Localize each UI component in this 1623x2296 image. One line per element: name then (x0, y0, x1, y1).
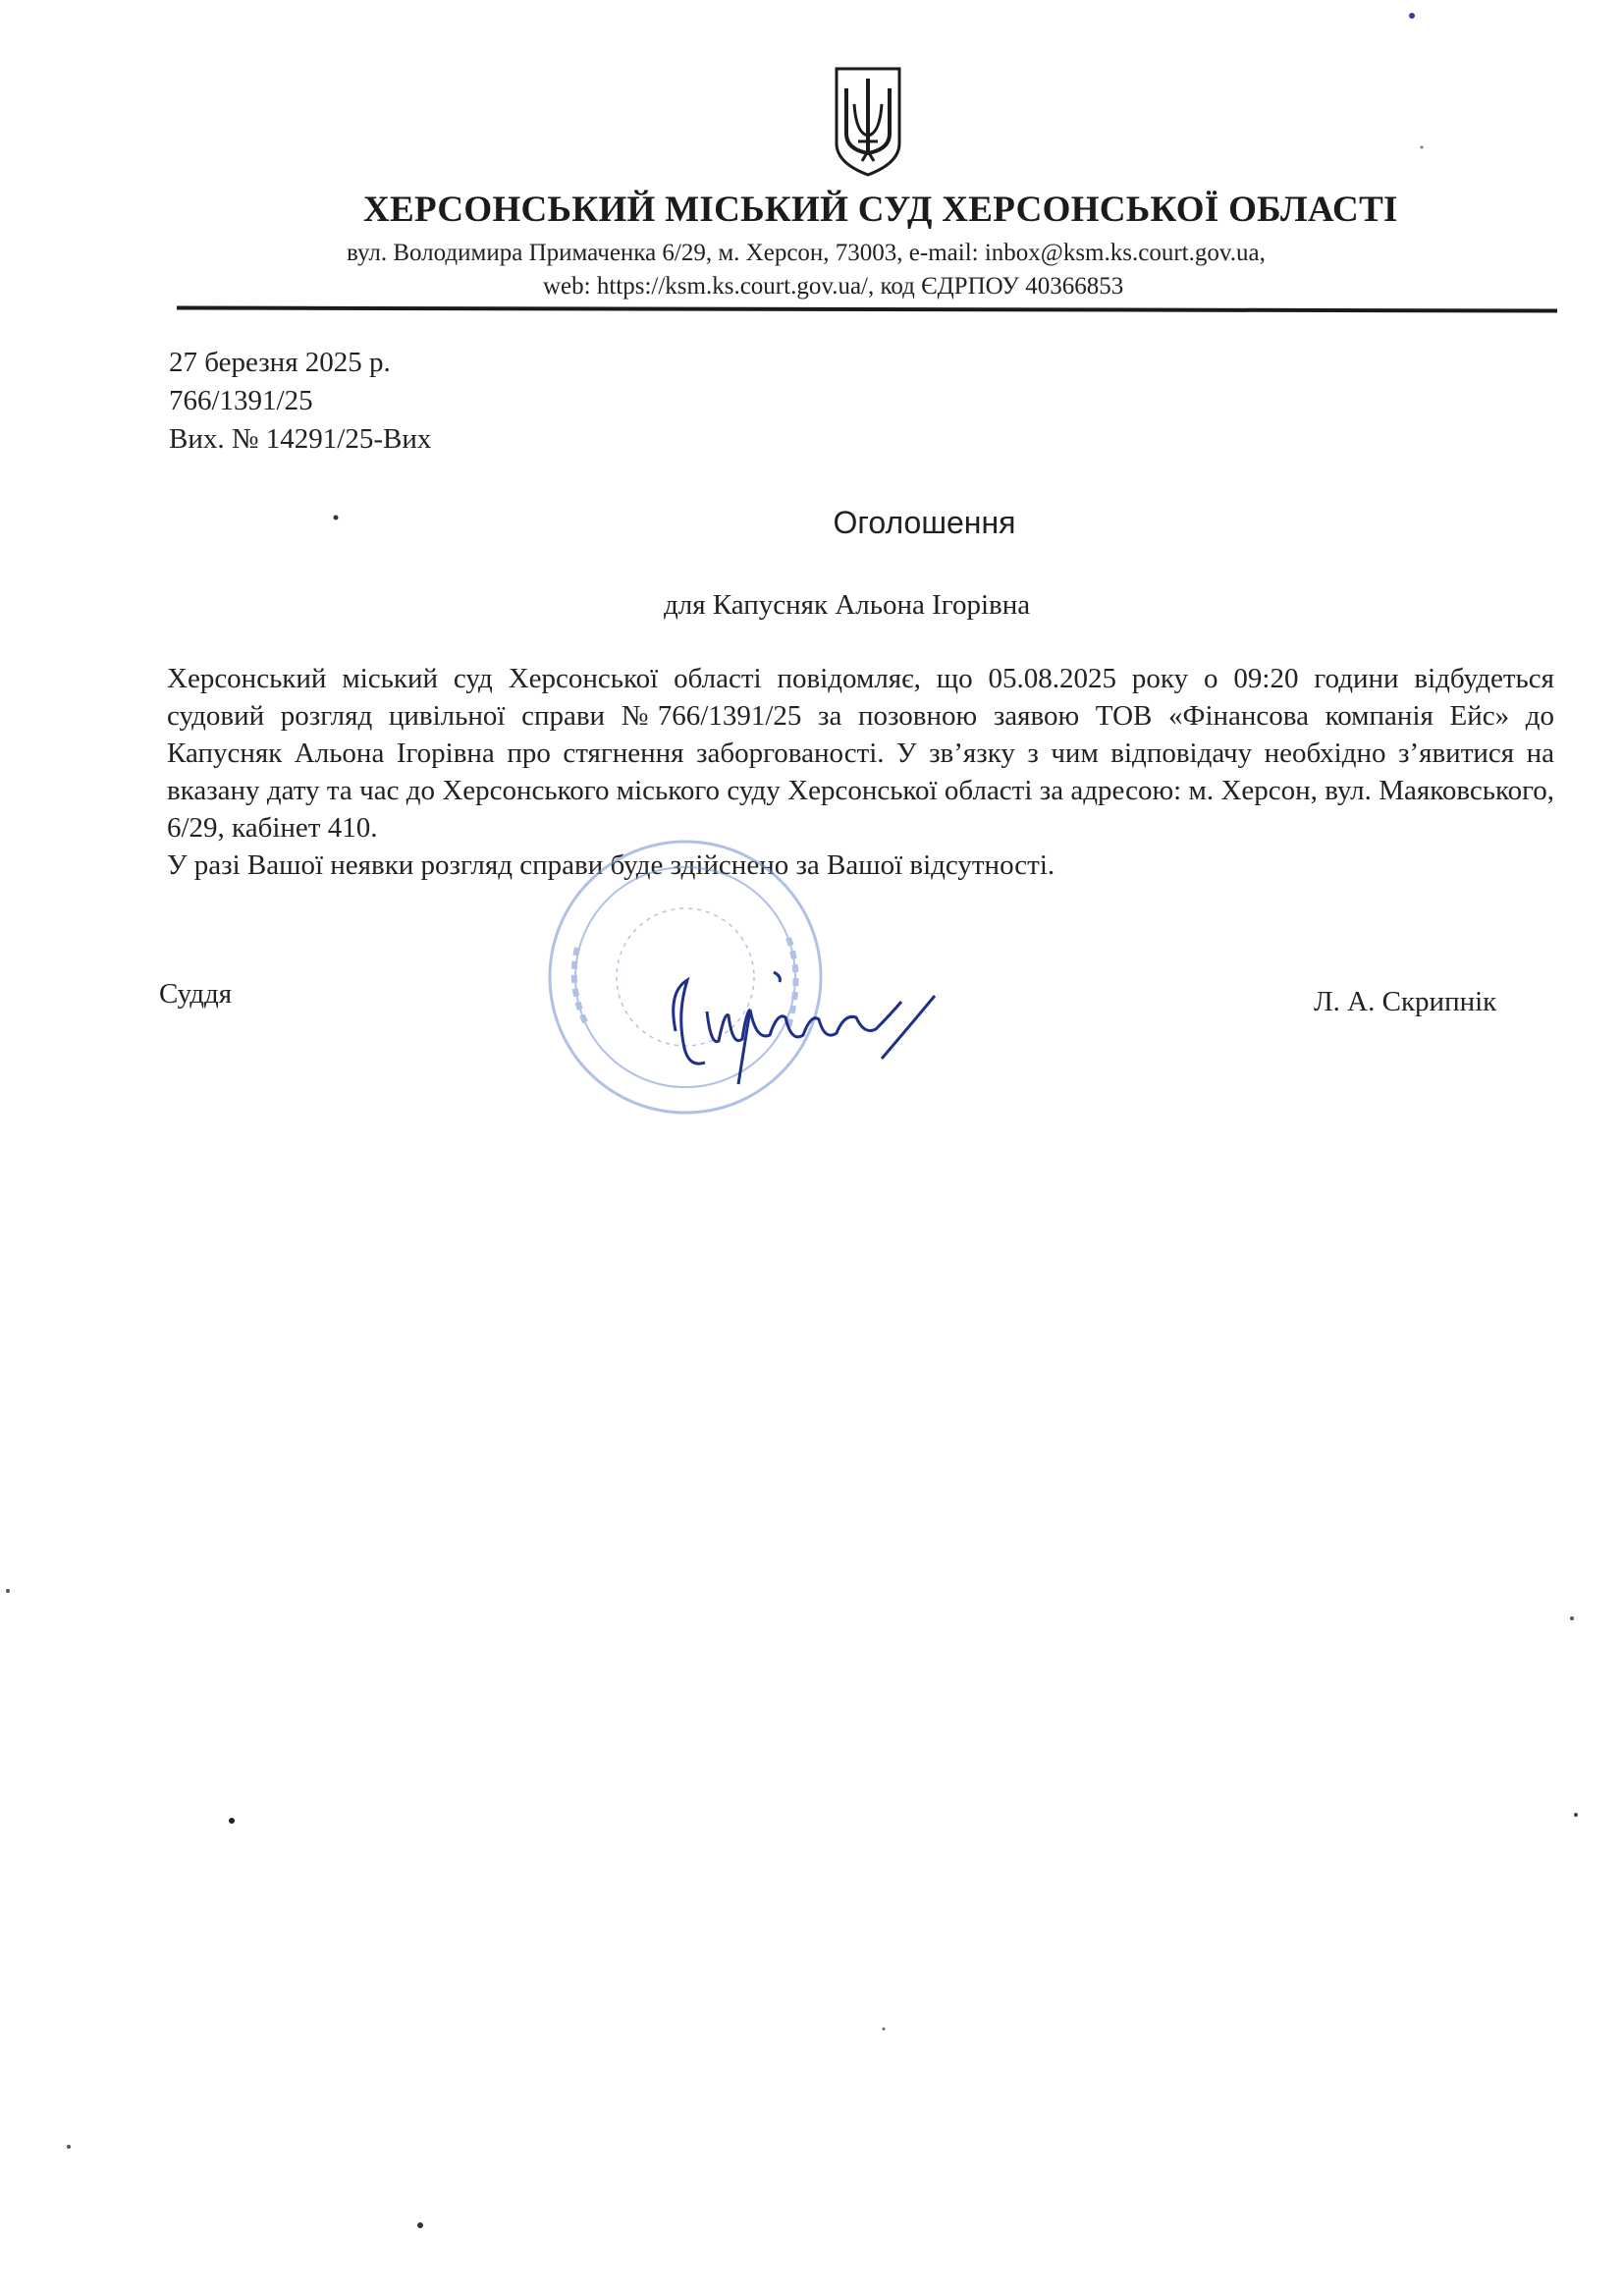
recipient-line: для Капусняк Альона Ігорівна (664, 589, 1031, 621)
judge-signature (648, 953, 962, 1090)
judge-role-label: Суддя (159, 978, 233, 1010)
header-divider (177, 306, 1557, 313)
case-number: 766/1391/25 (169, 385, 313, 416)
notice-paragraph: Херсонський міський суд Херсонської області повідомляє, що 05.08.2025 року о 09:20 години відбудеться судовий розгляд цивільної справи №766/1391/25 за позовною заявою ТОВ «Фінансова компанія Ейс» до Капусняк Альона Ігорівна про стягнення заборгованості. У зв’язку з чим відповідачу необхідно з’явитися на вказану дату та час до Херсонського міського суду Херсонської області за адресою: м. Херсон, вул. Маяковського, 6/29, кабінет 410. (167, 663, 1554, 844)
court-website-code: web: https://ksm.ks.court.gov.ua/, код ЄДРПОУ 40366853 (543, 273, 1124, 300)
court-address: вул. Володимира Примаченка 6/29, м. Херсон, 73003, e-mail: inbox@ksm.ks.court.gov.ua, (347, 240, 1266, 266)
document-date: 27 березня 2025 р. (169, 347, 391, 378)
notice-closing: У разі Вашої неявки розгляд справи буде здійснено за Вашої відсутності. (167, 849, 1055, 881)
judge-name: Л. А. Скрипнік (1314, 986, 1497, 1017)
coat-of-arms-icon (833, 65, 903, 179)
document-title: Оголошення (833, 505, 1016, 540)
notice-body (167, 660, 1554, 884)
court-name: ХЕРСОНСЬКИЙ МІСЬКИЙ СУД ХЕРСОНСЬКОЇ ОБЛАСТІ (363, 190, 1398, 230)
document-meta (169, 344, 431, 459)
outgoing-number: Вих. № 14291/25-Вих (169, 423, 432, 455)
